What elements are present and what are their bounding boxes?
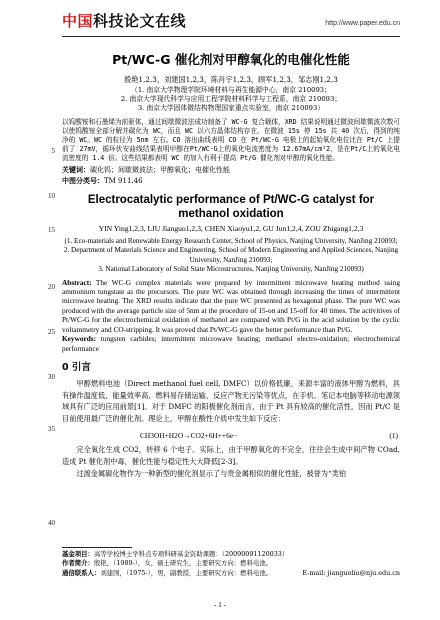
- footnotes: [62, 550, 400, 578]
- authors-en: YIN Ying1,2,3, LIU Jianguo1,2,3, CHEN Xiaoyu1,2, GU Jun1,2,4, ZOU Zhigang1,2,3: [98, 224, 364, 234]
- abstract-en-text: The WC-G complex materials were prepared by intermittent microwave heating method using ammonium tungstate as the precursors. The pure WC was obtained through increasing the times of intermittent microwave heating. The XRD results indicate that the pure WC presented as hexagonal phase. The pure WC was produced with the average particle size of 5nm at the procedure of 15-on and 15-off for 40 times. The activitives of Pt/WC-G for the electrochemical oxidation of methanol are compared with Pt/G in the acid solution by the cyclic voltammetry and CO-stripping. It was proved that Pt/WC-G gave the better performance than Pt/G.: [62, 277, 401, 334]
- equation-body: CH3OH+H2O→CO2+6H++6e−: [140, 430, 238, 440]
- fund-label: 基金项目：: [62, 550, 94, 558]
- line-number: 10: [48, 192, 55, 200]
- authors-cn: 殷艳1,2,3，刘建国1,2,3，陈肖宇1,2,3，顾军1,2,3，邹志刚1,2,3: [124, 74, 338, 84]
- line-number: 30: [48, 373, 55, 381]
- affiliation-line: (1. Eco-materials and Renewable Energy Research Center, School of Physics, Nanjing University, NanJing 210093;: [64, 237, 398, 246]
- footnote-author: [62, 559, 400, 568]
- affiliations-en: [62, 237, 400, 274]
- abstract-cn: 以钨酸铵和石墨烯为前驱体，通过间歇微波法成功制备了 WC-G 复合载体，XRD 结果说明通过微波间歇微波次数可以使钨酸铵全部分解并碳化为 WC，而且 WC 以六方晶体结构存在。在微波 15s 停 15s 共 40 次后，得到的纯净的 WC。WC 的粒径为 5nm 左右。CO 溶出曲线表明 CO 在 Pt/WC-G 电极上的起始氧化电位比在 Pt/C 上提前了 27mV，循环伏安曲线结果表明甲醇在Pt/WC-G上的氧化电流密度为 12.67mA/cm²2，是在Pt/C上的氧化电流密度的 1.4 倍。这些结果都表明 WC 的加入有利于提高 Pt/G 催化剂对甲醇的氧化性能。: [62, 117, 400, 162]
- keywords-en-text: tungsten carbides; intermittent microwave heating; methanol electro-oxidation; electrochemical performance: [62, 334, 400, 353]
- paper-title-en: Electrocatalytic performance of Pt/WC-G catalyst for methanol oxidation: [87, 194, 375, 221]
- line-number: 25: [48, 328, 55, 336]
- header-rule: [62, 36, 400, 37]
- paper-body: [62, 44, 400, 479]
- clc-label: 中图分类号：: [62, 176, 104, 186]
- line-number: 35: [48, 425, 55, 433]
- keywords-en: [62, 334, 400, 353]
- keywords-cn-text: 碳化钨；间歇微波法；甲醇氧化；电催化性能: [90, 165, 230, 174]
- paragraph: 甲醇燃料电池（Direct methanol fuel cell, DMFC）以价格低廉、来源丰富的液体甲醇为燃料，具有操作温度低、能量效率高、燃料易存储运输、反应产物无污染等优点，在手机、笔记本电脑等移动电源领域具有广泛的应用前景[1]。对于 DMFC 的阳极催化剂而言，由于 Pt 具有较高的催化活性，因而 Pt/C 是目前使用最广泛的催化剂。理论上，甲醇在酸性介质中发生如下反应：: [62, 378, 400, 423]
- fund-text: 高等学校博士学科点专项科研基金资助课题：（20090091120033）: [93, 550, 289, 558]
- line-number: 40: [48, 519, 55, 527]
- footnote-divider: [62, 547, 132, 548]
- abstract-en: [62, 278, 400, 335]
- paper-title-cn: Pt/WC-G 催化剂对甲醇氧化的电催化性能: [112, 52, 350, 67]
- equation: [62, 431, 400, 441]
- keywords-cn-label: 关键词：: [62, 164, 90, 174]
- logo-black-text: 科技论文在线: [93, 13, 187, 30]
- site-logo[interactable]: [62, 12, 186, 32]
- affiliation-line: 3. 南京大学固体微结构物理国家重点实验室，南京 210093）: [137, 104, 325, 113]
- affiliations-cn: [62, 86, 400, 114]
- page-number: - 1 -: [214, 601, 226, 609]
- page-header: [0, 0, 440, 40]
- affiliation-line: （1. 南京大学物理学院环境材料与再生能源中心，南京 210093；: [131, 86, 331, 94]
- corresponding-label: 通信联系人：: [62, 568, 101, 577]
- line-number-column: [37, 0, 55, 620]
- footnote-fund: [62, 550, 400, 559]
- affiliation-line: 3. National Laboratory of Solid State Microstructures, Nanjing University, NanJing 210093): [98, 265, 364, 274]
- affiliation-line: 2. Department of Materials Science and Engineering, School of Modern Engineering and Applied Sciences, Nanjing University, NanJing 210093;: [63, 246, 399, 264]
- clc-number: [62, 176, 400, 186]
- site-url[interactable]: http://www.paper.edu.cn: [325, 20, 400, 27]
- section-heading: 0 引言: [62, 362, 91, 374]
- corresponding-text: 刘建国，（1975-），男，副教授，主要研究方向：燃料电池。: [100, 568, 273, 577]
- keywords-en-label: Keywords:: [62, 334, 97, 344]
- line-number: 5: [51, 147, 55, 155]
- logo-red-text: 中国: [62, 13, 94, 30]
- paragraph: 完全氧化生成 CO2，转移 6 个电子。实际上，由于甲醇氧化的不完全，往往会生成中间产物 COad,造成 Pt 催化剂中毒，催化性能与稳定性大大降低[2-3]。: [62, 445, 400, 466]
- clc-value: TM 911.46: [104, 177, 143, 186]
- line-number: 20: [48, 283, 55, 291]
- author-text: 殷艳，（1989-），女，硕士研究生，主要研究方向：燃料电池。: [93, 559, 273, 568]
- keywords-cn: [62, 165, 400, 175]
- affiliation-line: 2. 南京大学现代科学与应用工程学院材料科学与工程系，南京 210093；: [120, 95, 342, 104]
- line-number: 15: [48, 226, 55, 234]
- equation-number: (1): [389, 430, 398, 440]
- paragraph: 过渡金属碳化物作为一种新型的催化剂显示了与贵金属相似的催化性能，被誉为“类铂: [76, 468, 347, 478]
- footnote-corresponding: [62, 569, 400, 578]
- abstract-en-label: Abstract:: [62, 277, 92, 287]
- email-link[interactable]: E-mail: jianguoliu@nju.edu.cn: [302, 568, 400, 577]
- author-label: 作者简介：: [62, 559, 94, 568]
